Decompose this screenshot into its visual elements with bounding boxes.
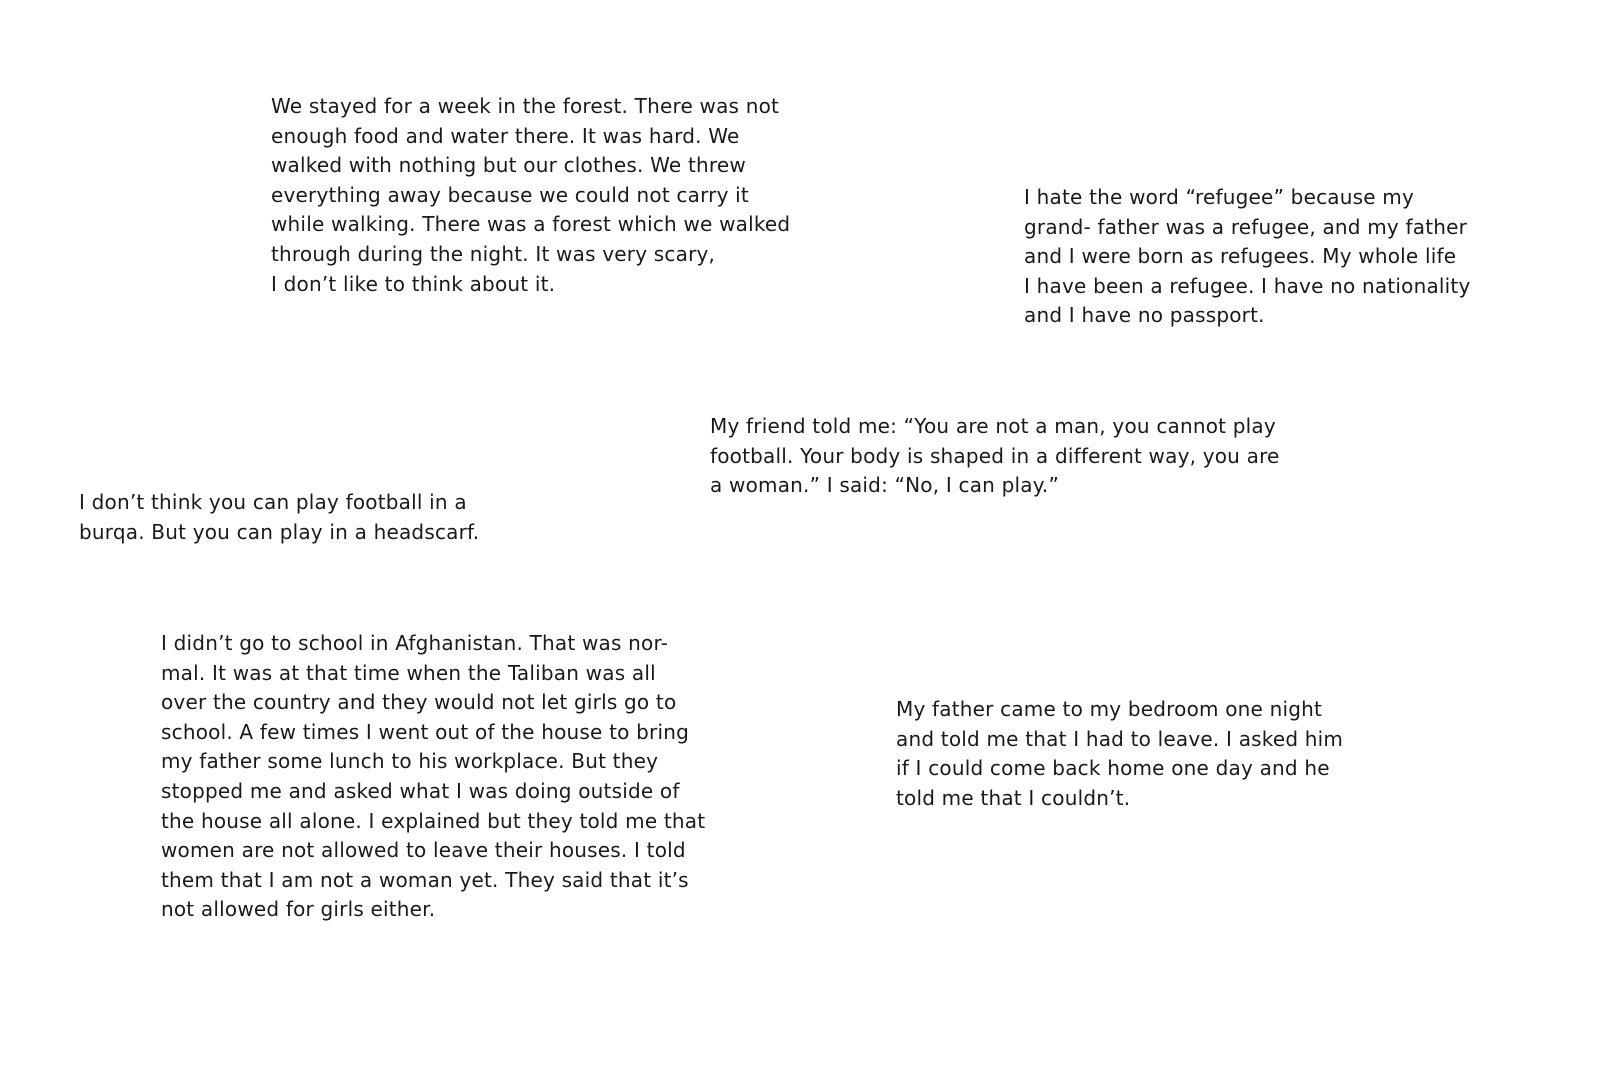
quote-line: through during the night. It was very scary,	[271, 241, 716, 266]
quote-father	[896, 695, 1343, 813]
quote-line: and I have no passport.	[1024, 303, 1265, 328]
quote-line: over the country and they would not let girls go to	[161, 690, 677, 715]
quote-line: school. A few times I went out of the house to bring	[161, 719, 689, 744]
quote-school	[161, 629, 705, 925]
quote-line: I have been a refugee. I have no nationality	[1024, 273, 1471, 298]
quote-line: told me that I couldn’t.	[896, 785, 1131, 810]
quote-line: and I were born as refugees. My whole life	[1024, 244, 1457, 269]
quote-line: My friend told me: “You are not a man, you cannot play	[710, 414, 1276, 438]
quote-line: everything away because we could not carry it	[271, 182, 749, 207]
quote-line: I didn’t go to school in Afghanistan. That was nor-	[161, 631, 669, 655]
quote-forest	[271, 92, 790, 299]
quote-line: women are not allowed to leave their houses. I told	[161, 838, 686, 863]
quote-line: We stayed for a week in the forest. There was not	[271, 94, 780, 118]
quote-line: I hate the word “refugee” because my	[1024, 185, 1415, 209]
quote-line: my father some lunch to his workplace. But they	[161, 749, 659, 774]
quote-line: them that I am not a woman yet. They said that it’s	[161, 867, 689, 892]
quote-line: if I could come back home one day and he	[896, 756, 1330, 781]
quote-friend	[710, 412, 1280, 501]
quote-line: the house all alone. I explained but they told me that	[161, 808, 706, 833]
quote-line: My father came to my bedroom one night	[896, 697, 1323, 721]
quote-line: not allowed for girls either.	[161, 897, 436, 922]
quote-line: enough food and water there. It was hard. We	[271, 123, 740, 148]
quote-line: I don’t like to think about it.	[271, 271, 556, 296]
quote-line: grand- father was a refugee, and my father	[1024, 214, 1468, 239]
quote-line: stopped me and asked what I was doing outside of	[161, 778, 680, 803]
quote-line: and told me that I had to leave. I asked him	[896, 726, 1344, 751]
quote-line: burqa. But you can play in a headscarf.	[79, 519, 480, 544]
quote-line: I don’t think you can play football in a	[79, 490, 467, 514]
quote-refugee	[1024, 183, 1471, 331]
quote-line: football. Your body is shaped in a different way, you are	[710, 443, 1280, 468]
quote-burqa	[79, 488, 479, 547]
quote-line: a woman.” I said: “No, I can play.”	[710, 473, 1060, 498]
quote-line: while walking. There was a forest which we walked	[271, 212, 791, 237]
quote-line: mal. It was at that time when the Taliban was all	[161, 660, 656, 685]
quote-line: walked with nothing but our clothes. We threw	[271, 153, 746, 178]
